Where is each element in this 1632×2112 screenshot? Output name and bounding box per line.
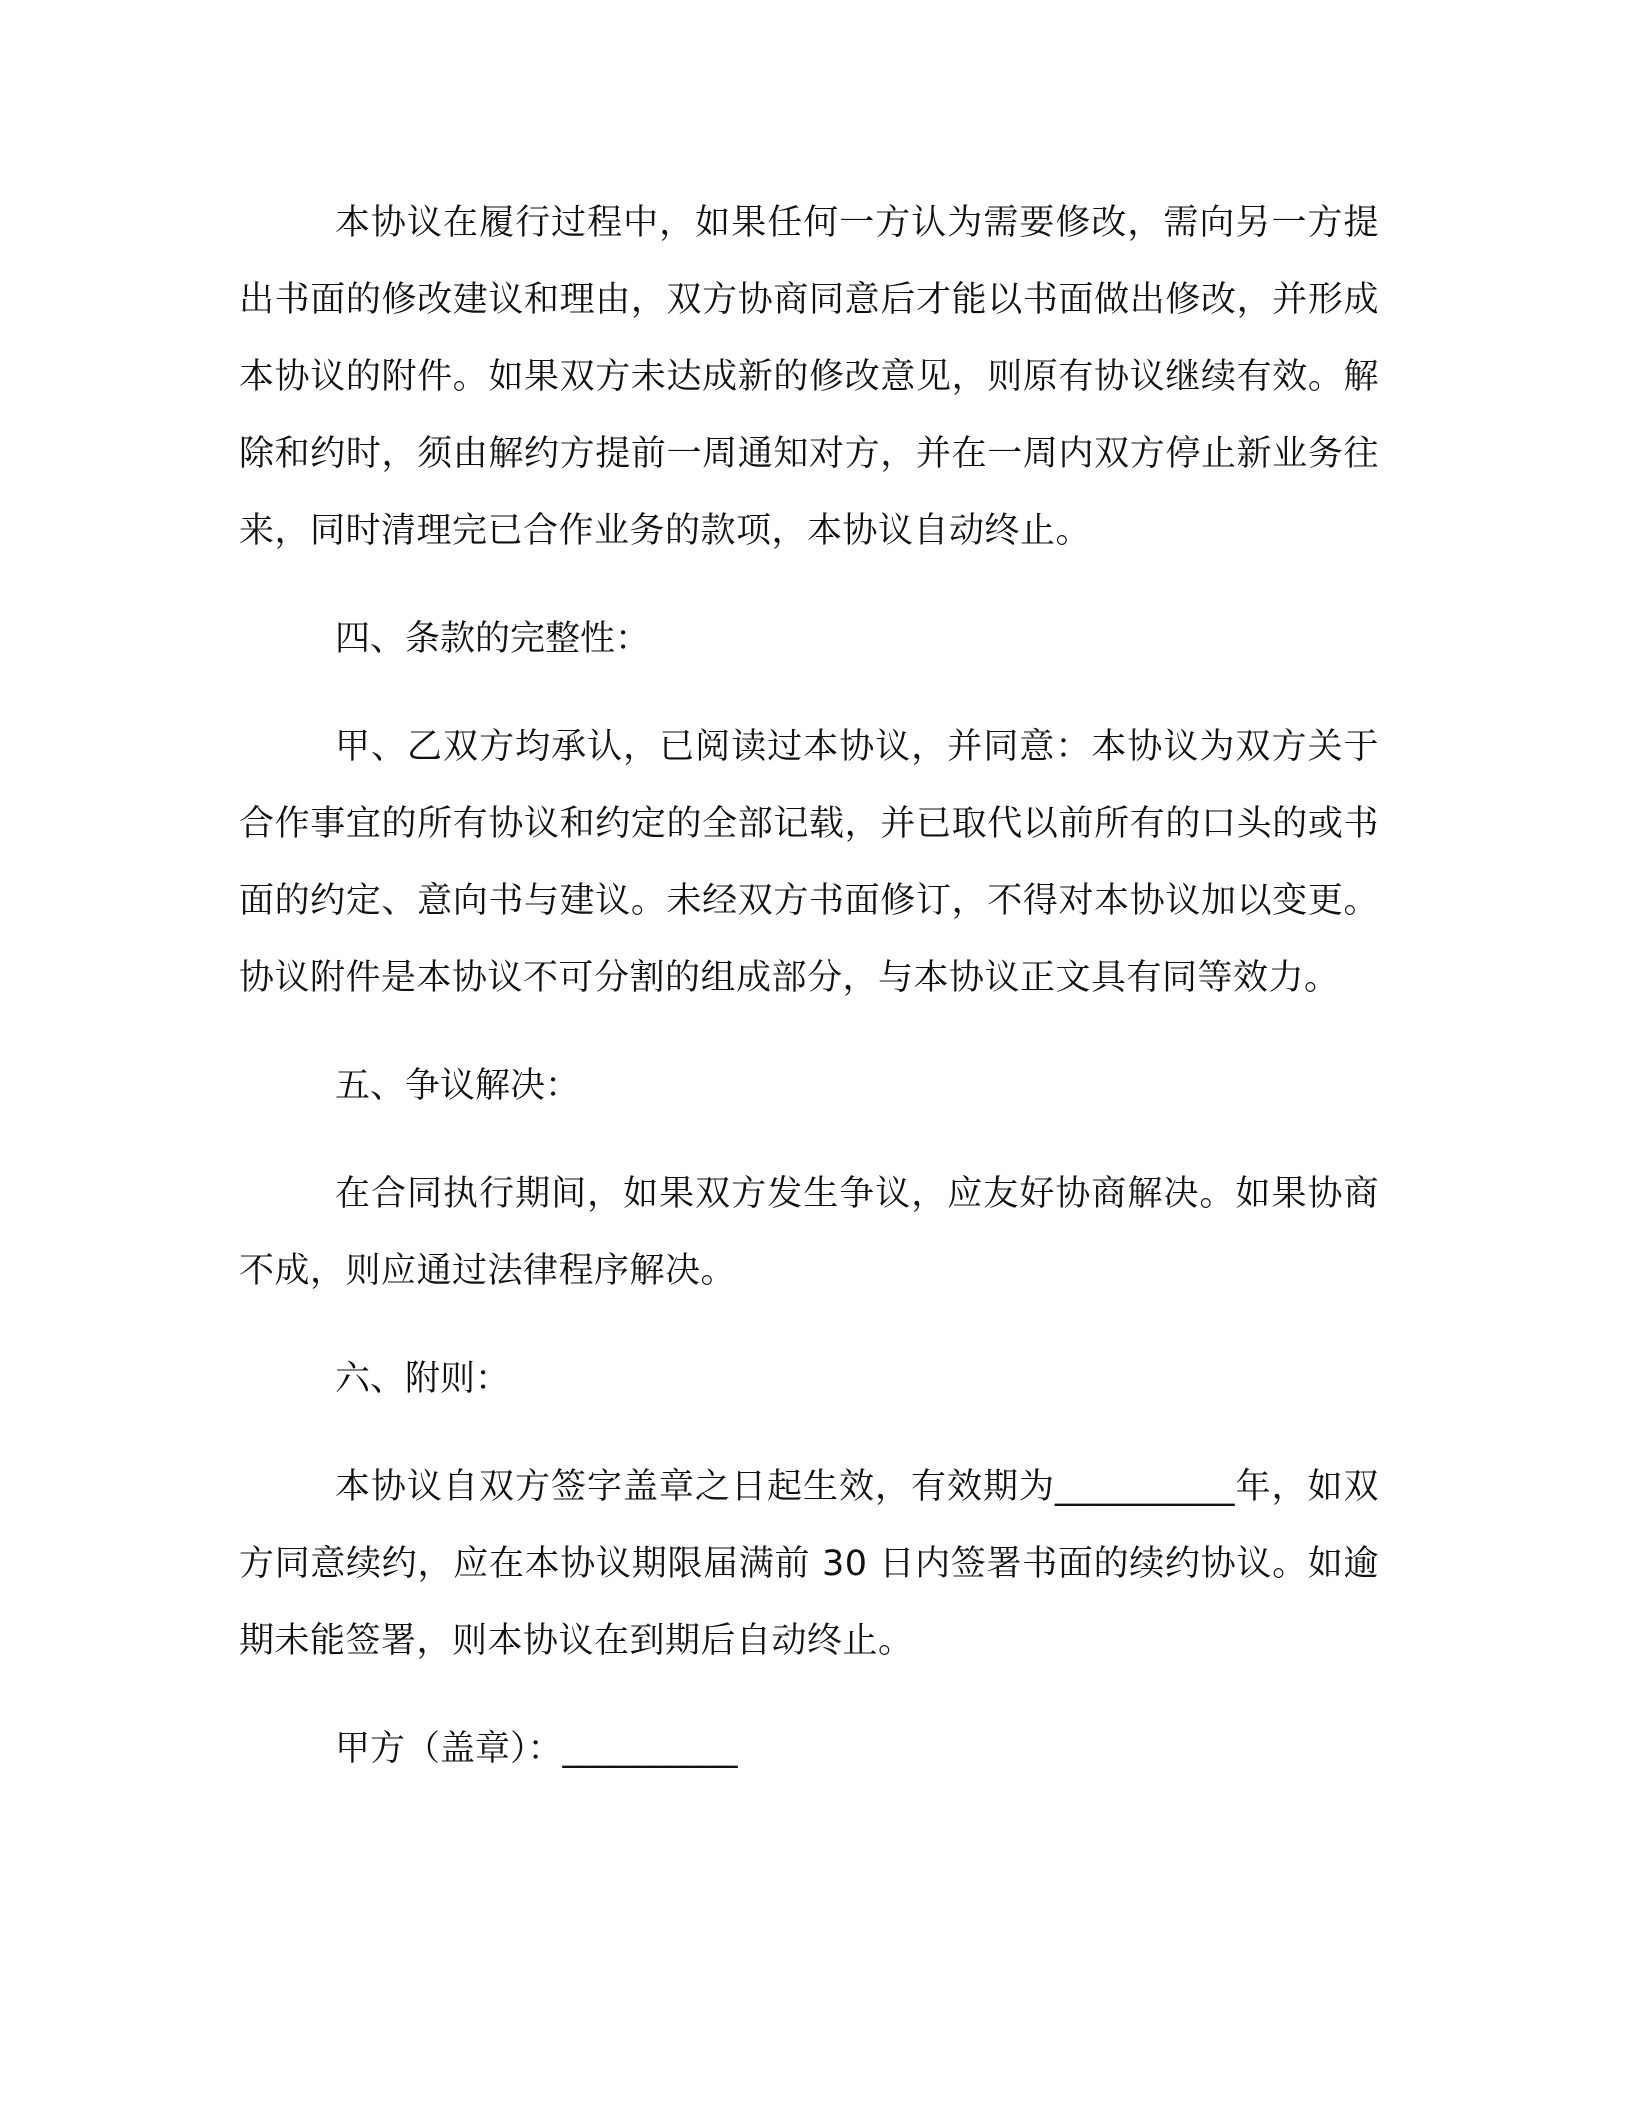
paragraph-supplementary: 本协议自双方签字盖章之日起生效，有效期为__________年，如双方同意续约，应在本协议期限届满前 30 日内签署书面的续约协议。如逾期未能签署，则本协议在到期后自动终止。 — [239, 1467, 1379, 1661]
heading-dispute: 五、争议解决： — [335, 1066, 581, 1106]
heading-supplementary: 六、附则： — [335, 1359, 511, 1399]
signature-party-a: 甲方（盖章）：__________ — [335, 1729, 738, 1769]
heading-completeness: 四、条款的完整性： — [335, 619, 651, 659]
paragraph-dispute: 在合同执行期间，如果双方发生争议，应友好协商解决。如果协商不成，则应通过法律程序解决。 — [239, 1174, 1379, 1291]
paragraph-modification: 本协议在履行过程中，如果任何一方认为需要修改，需向另一方提出书面的修改建议和理由，双方协商同意后才能以书面做出修改，并形成本协议的附件。如果双方未达成新的修改意见，则原有协议继续有效。解除和约时，须由解约方提前一周通知对方，并在一周内双方停止新业务往来，同时清理完已合作业务的款项，本协议自动终止。 — [239, 203, 1379, 551]
paragraph-completeness: 甲、乙双方均承认，已阅读过本协议，并同意：本协议为双方关于合作事宜的所有协议和约定的全部记载，并已取代以前所有的口头的或书面的约定、意向书与建议。未经双方书面修订，不得对本协议加以变更。协议附件是本协议不可分割的组成部分，与本协议正文具有同等效力。 — [239, 727, 1379, 998]
document-body — [239, 185, 1379, 1788]
